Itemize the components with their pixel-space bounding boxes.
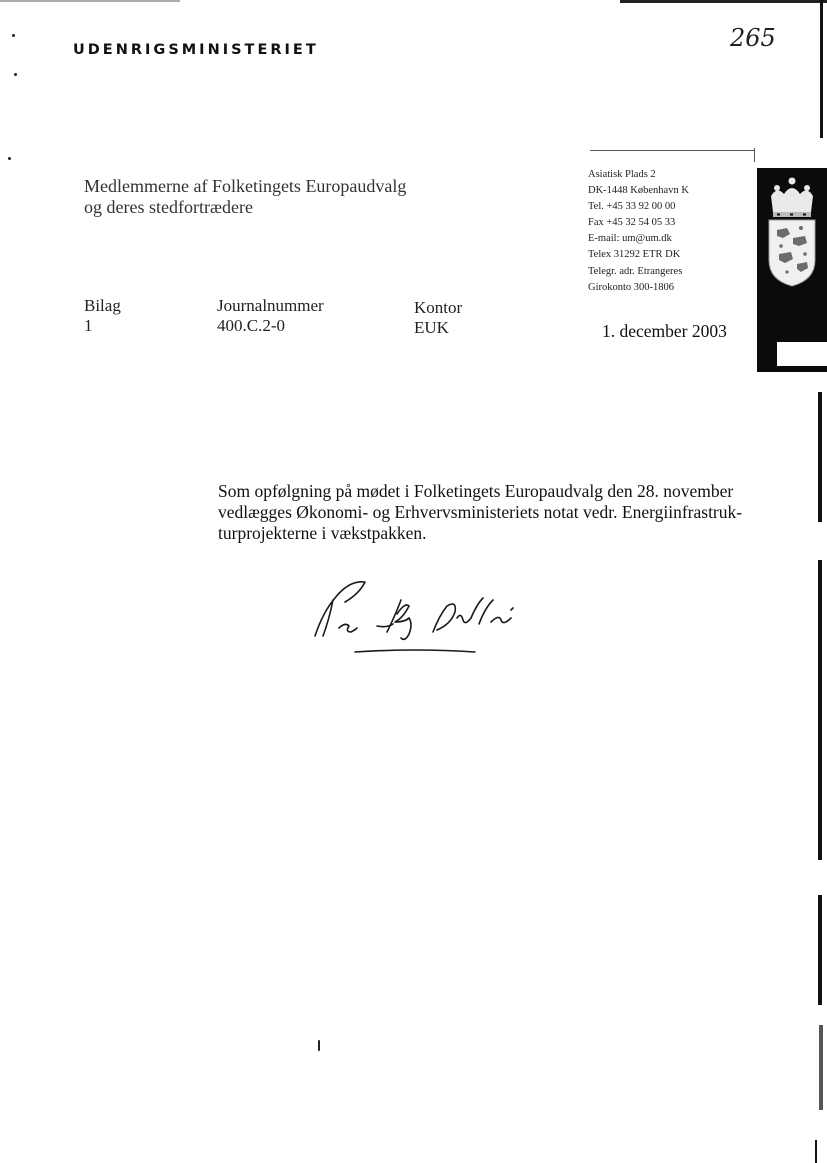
scan-edge-top-right bbox=[620, 0, 827, 3]
office-field bbox=[414, 298, 462, 338]
coat-of-arms-band bbox=[757, 168, 827, 372]
body-line: turprojekterne i vækstpakken. bbox=[218, 523, 427, 543]
scan-edge-top-left bbox=[0, 0, 180, 2]
address-rule bbox=[590, 150, 755, 151]
attachment-field bbox=[84, 296, 121, 336]
address-line: DK-1448 København K bbox=[588, 185, 689, 197]
address-line: Asiatisk Plads 2 bbox=[588, 169, 656, 180]
scan-edge-right bbox=[818, 895, 822, 1005]
letter-body bbox=[218, 481, 753, 544]
recipient-line: og deres stedfortrædere bbox=[84, 197, 253, 217]
sender-address bbox=[588, 167, 689, 296]
attachment-value: 1 bbox=[84, 316, 93, 335]
address-line: E-mail: um@um.dk bbox=[588, 233, 672, 245]
address-line: Telex 31292 ETR DK bbox=[588, 249, 681, 261]
address-line: Telegr. adr. Etrangeres bbox=[588, 265, 683, 277]
journal-label: Journalnummer bbox=[217, 296, 324, 315]
coat-of-arms-icon bbox=[757, 168, 827, 372]
address-rule bbox=[754, 148, 755, 162]
scan-edge-right bbox=[815, 1140, 817, 1163]
address-line: Fax +45 32 54 05 33 bbox=[588, 217, 676, 229]
signature-icon bbox=[305, 572, 535, 662]
body-line: vedlægges Økonomi- og Erhvervsministeriets notat vedr. Energiinfrastruk- bbox=[218, 502, 743, 522]
scan-edge-right bbox=[818, 560, 822, 860]
recipient-line: Medlemmerne af Folketingets Europaudvalg bbox=[84, 176, 407, 196]
handwritten-page-number: 265 bbox=[730, 24, 776, 52]
document-date: 1. december 2003 bbox=[602, 321, 727, 341]
scan-speck bbox=[8, 157, 11, 160]
office-label: Kontor bbox=[414, 298, 463, 317]
attachment-label: Bilag bbox=[84, 296, 121, 315]
journal-value: 400.C.2-0 bbox=[217, 316, 285, 335]
journal-field bbox=[217, 296, 324, 336]
office-value: EUK bbox=[414, 318, 449, 337]
recipient-block bbox=[84, 176, 406, 218]
address-line: Girokonto 300-1806 bbox=[588, 281, 675, 293]
scan-speck bbox=[14, 73, 17, 76]
scan-edge-right bbox=[820, 0, 823, 138]
scan-edge-right bbox=[819, 1025, 823, 1110]
address-line: Tel. +45 33 92 00 00 bbox=[588, 201, 676, 213]
scan-speck bbox=[318, 1040, 320, 1051]
ministry-name: UDENRIGSMINISTERIET bbox=[73, 42, 319, 58]
body-line: Som opfølgning på mødet i Folketingets Europaudvalg den 28. november bbox=[218, 481, 734, 501]
scan-speck bbox=[12, 34, 15, 37]
scan-edge-right bbox=[818, 392, 822, 522]
signature bbox=[305, 572, 535, 662]
